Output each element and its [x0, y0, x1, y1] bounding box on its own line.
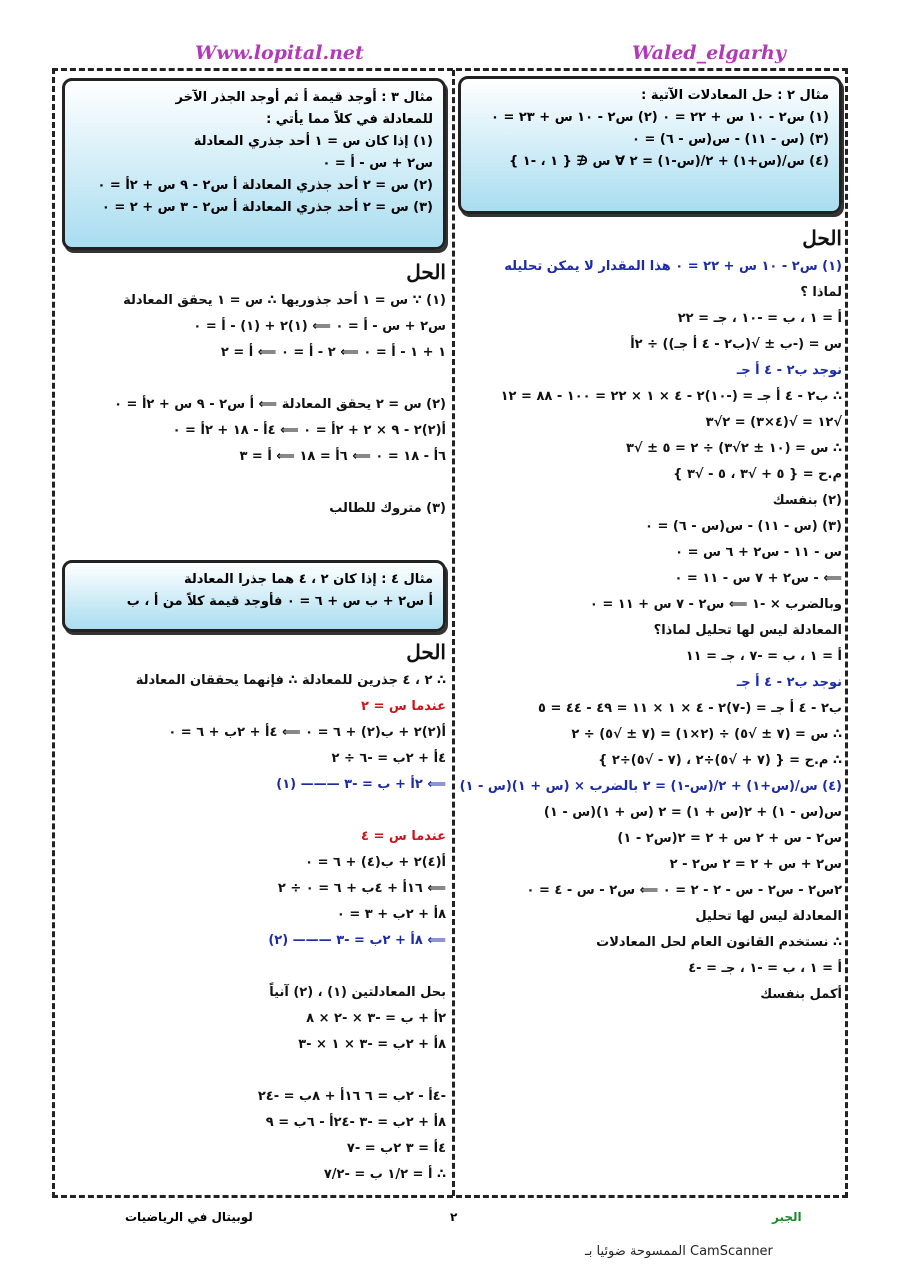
text-line: (٢) بنفسك	[772, 493, 842, 508]
text-line: أ(٢)٢ - ٩ × ٢ + ٢أ = ٠ ⟸ ٤أ - ١٨ + ٢أ = ٠	[172, 423, 446, 438]
text-line: وبالضرب × -١ ⟸ س٢ - ٧ س + ١١ = ٠	[589, 597, 842, 612]
example-2-solution	[459, 222, 842, 1008]
text-line: ∴ ٢ ، ٤ جذرين للمعادلة ∴ فإنهما يحققان المعادلة	[135, 673, 446, 688]
page-number: ٢	[450, 1210, 458, 1224]
text-line: س = (-ب ± √(ب٢ - ٤ أ جـ)) ÷ ٢أ	[630, 337, 842, 352]
text-line	[66, 954, 446, 980]
text-line: ∴ أ = ١/٢ ب = -٧/٢	[323, 1167, 446, 1182]
text-line: (١) إذا كان س = ١ أحد جذري المعادلة	[193, 134, 433, 149]
text-line: لماذا ؟	[800, 285, 842, 300]
text-line: (٤) س/(س+١) + ٢/(س-١) = ٢ بالضرب × (س + ١)(س - ١)	[459, 779, 842, 794]
text-line	[66, 798, 446, 824]
solution-heading: الحل	[406, 260, 446, 284]
text-line: مثال ٣ : أوجد قيمة أ ثم أوجد الجذر الآخر	[175, 90, 433, 105]
footer-book-title: لوبيتال في الرياضيات	[125, 1210, 253, 1224]
text-line: المعادلة ليس لها تحليل	[695, 909, 842, 924]
camscanner-watermark: الممسوحة ضوئيا بـ CamScanner	[585, 1244, 773, 1259]
text-line: ⟸ ٢أ + ب = -٣ ——— (١)	[276, 777, 446, 792]
text-line: √١٢ = √(٤×٣) = ٢√٣	[705, 415, 842, 430]
text-line: س٢ + س - أ = ٠	[322, 156, 433, 171]
example-4-box	[62, 560, 446, 632]
text-line: (١) ∵ س = ١ أحد جذوريها ∴ س = ١ يحقق المعادلة	[123, 293, 446, 308]
text-line: (٢) س = ٢ أحد جذري المعادلة أ س٢ - ٩ س + ٢أ = ٠	[97, 178, 433, 193]
text-line: س - ١١ - س٢ + ٦ س = ٠	[675, 545, 842, 560]
text-line: ∴ س = (١٠ ± ٢√٣) ÷ ٢ = ٥ ± √٣	[625, 441, 842, 456]
text-line: بحل المعادلتين (١) ، (٢) آنياً	[269, 985, 446, 1000]
text-line: (٣) (س - ١١) - س(س - ٦) = ٠	[645, 519, 842, 534]
text-line: مثال ٤ : إذا كان ٢ ، ٤ هما جذرا المعادلة	[183, 572, 433, 587]
text-line: نوجد ب٢ - ٤ أ جـ	[736, 675, 842, 690]
text-line: ٨أ + ٢ب = -٣ -٢٤أ - ٦ب = ٩	[265, 1115, 446, 1130]
example-3-box	[62, 78, 446, 250]
text-line: س٢ - س + ٢ س + ٢ = ٢(س٢ - ١)	[617, 831, 842, 846]
text-line: (٢) س = ٢ يحقق المعادلة ⟸ أ س٢ - ٩ س + ٢أ = ٠	[114, 397, 446, 412]
text-line: عندما س = ٢	[361, 699, 446, 714]
text-line: ٨أ + ٢ب + ٣ = ٠	[336, 907, 446, 922]
text-line: م.ح = { ٥ + √٣ ، ٥ - √٣ }	[673, 467, 842, 482]
text-line: عندما س = ٤	[361, 829, 446, 844]
text-line: ∴ س = (٧ ± √٥) ÷ (٢×١) = (٧ ± √٥) ÷ ٢	[571, 727, 842, 742]
header-website: Www.lopital.net	[195, 42, 364, 64]
text-line: ∴ نستخدم القانون العام لحل المعادلات	[596, 935, 842, 950]
text-line: -٤أ - ٢ب = ٦ ١٦أ + ٨ب = -٢٤	[257, 1089, 446, 1104]
solution-heading: الحل	[802, 226, 842, 250]
text-line: ٨أ + ٢ب = -٣ × ١ × -٣	[298, 1037, 446, 1052]
text-line: ٦أ - ١٨ = ٠ ⟸ ٦أ = ١٨ ⟸ أ = ٣	[239, 449, 446, 464]
text-line: أ = ١ ، ب = -١٠ ، جـ = ٢٢	[677, 311, 842, 326]
text-line: أ = ١ ، ب = -١ ، جـ = -٤	[688, 961, 842, 976]
text-line: س٢ + س - أ = ٠ ⟸ (١)٢ + (١) - أ = ٠	[193, 319, 446, 334]
text-line: ٤أ + ٢ب = -٦ ÷ ٢	[331, 751, 446, 766]
footer-subject: الجبر	[772, 1210, 802, 1224]
text-line: أكمل بنفسك	[760, 987, 842, 1002]
text-line: ⟸ - س٢ + ٧ س - ١١ = ٠	[674, 571, 842, 586]
text-line: ⟸ ٨أ + ٢ب = -٣ ——— (٢)	[268, 933, 446, 948]
text-line: (٣) متروك للطالب	[329, 501, 446, 516]
solution-heading: الحل	[406, 640, 446, 664]
text-line: (٤) س/(س+١) + ٢/(س-١) = ٢ ∀ س ∉ { ١ ، -١ }	[509, 154, 829, 169]
text-line: ١ + ١ - أ = ٠ ⟸ ٢ - أ = ٠ ⟸ أ = ٢	[220, 345, 446, 360]
text-line: ∴ م.ح = { (٧ + √٥)÷٢ ، (٧ - √٥)÷٢ }	[598, 753, 842, 768]
text-line: س٢ + س + ٢ = ٢ س٢ - ٢	[669, 857, 842, 872]
text-line: ⟸ ١٦أ + ٤ب + ٦ = ٠ ÷ ٢	[277, 881, 446, 896]
header-author: Waled_elgarhy	[632, 42, 786, 64]
text-line: (٣) س = ٢ أحد جذري المعادلة أ س٢ - ٣ س + ٢ = ٠	[101, 200, 433, 215]
text-line: ٢أ + ب = -٣ × -٢ × ٨	[306, 1011, 446, 1026]
text-line: أ س٢ + ب س + ٦ = ٠ فأوجد قيمة كلاً من أ ، ب	[126, 594, 433, 609]
text-line: المعادلة ليس لها تحليل لماذا؟	[653, 623, 842, 638]
text-line: مثال ٢ : حل المعادلات الآتية :	[641, 88, 829, 103]
text-line	[66, 1058, 446, 1084]
text-line	[66, 366, 446, 392]
text-line: ب٢ - ٤ أ جـ = (-٧)٢ - ٤ × ١ × ١١ = ٤٩ - ٤٤ = ٥	[538, 701, 842, 716]
example-3-solution	[66, 256, 446, 522]
text-line: أ(٤)٢ + ب(٤) + ٦ = ٠	[305, 855, 446, 870]
text-line: ٢س٢ - س٢ - س - ٢ - ٢ = ٠ ⟸ س٢ - س - ٤ = ٠	[526, 883, 842, 898]
text-line: (١) س٢ - ١٠ س + ٢٢ = ٠ هذا المقدار لا يمكن تحليله	[504, 259, 842, 274]
example-2-box	[458, 76, 842, 214]
text-line: أ(٢)٢ + ب(٢) + ٦ = ٠ ⟸ ٤أ + ٢ب + ٦ = ٠	[168, 725, 446, 740]
text-line: أ = ١ ، ب = -٧ ، جـ = ١١	[685, 649, 842, 664]
example-4-solution	[66, 636, 446, 1188]
text-line: (٣) (س - ١١) - س(س - ٦) = ٠	[632, 132, 829, 147]
text-line: ∴ ب٢ - ٤ أ جـ = (-١٠)٢ - ٤ × ١ × ٢٢ = ١٠٠ - ٨٨ = ١٢	[500, 389, 842, 404]
text-line: س(س - ١) + ٢(س + ١) = ٢ (س + ١)(س - ١)	[543, 805, 842, 820]
text-line: ٤أ = ٣ ٢ب = -٧	[346, 1141, 446, 1156]
column-divider	[452, 70, 455, 1196]
text-line: للمعادلة في كلاً مما يأتي :	[266, 112, 433, 127]
text-line	[66, 470, 446, 496]
text-line: (١) س٢ - ١٠ س + ٢٢ = ٠ (٢) س٢ - ١٠ س + ٢٣ = ٠	[490, 110, 829, 125]
text-line: نوجد ب٢ - ٤ أ جـ	[736, 363, 842, 378]
